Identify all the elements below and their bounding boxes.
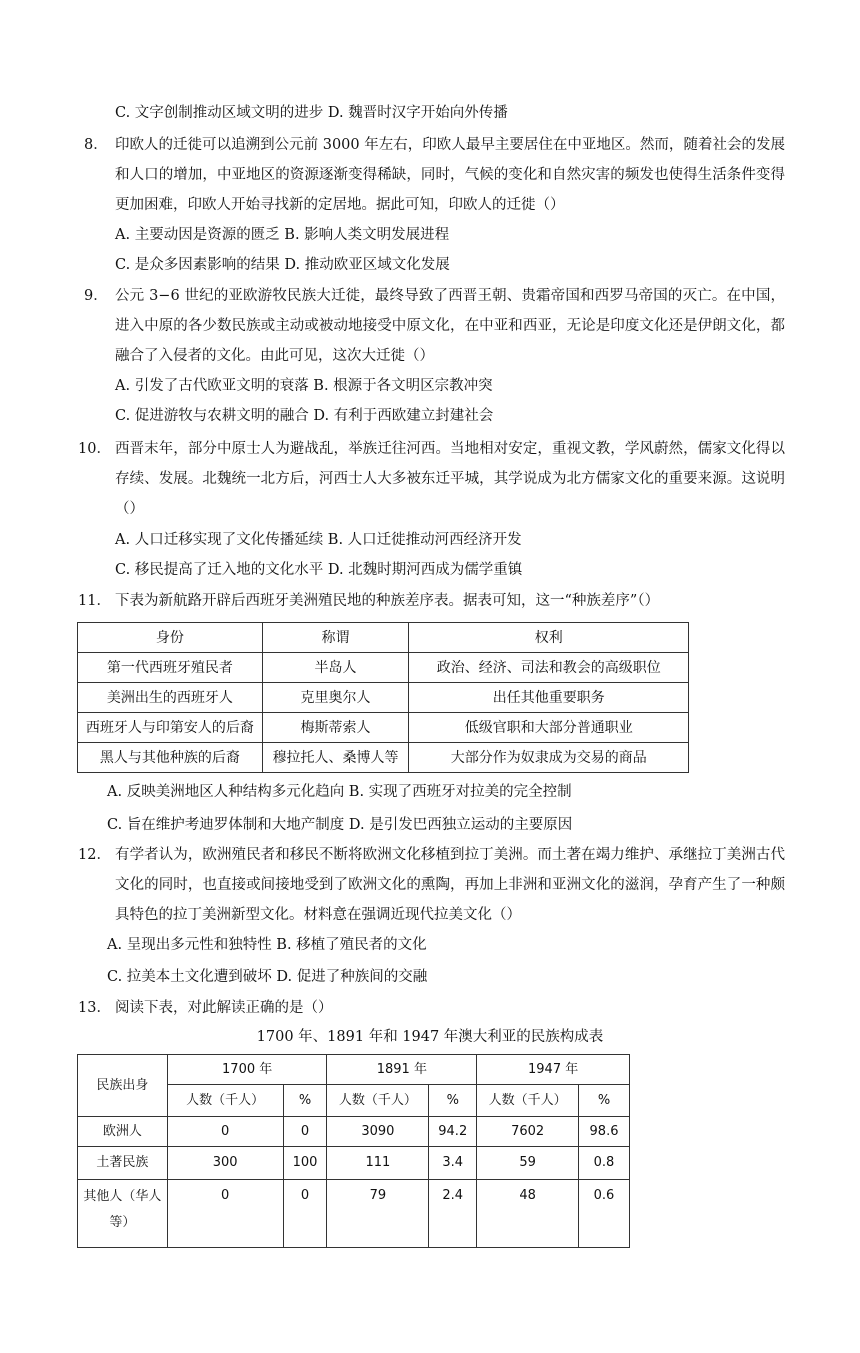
table-cell: 穆拉托人、桑博人等	[262, 743, 409, 773]
table-row	[78, 1180, 630, 1248]
table-cell: 第一代西班牙殖民者	[78, 653, 263, 683]
table-cell: 2.4	[429, 1180, 477, 1248]
q8-number: 8．	[84, 137, 108, 153]
q11-stem: 下表为新航路开辟后西班牙美洲殖民地的种族差序表。据表可知，这一“种族差序”（）	[115, 593, 660, 609]
table-row	[78, 683, 689, 713]
table-header-row	[78, 623, 689, 653]
table-cell: 7602	[477, 1117, 579, 1147]
table-cell: 59	[477, 1147, 579, 1180]
q9-stem: 公元 3−6 世纪的亚欧游牧民族大迁徙，最终导致了西晋王朝、贵霜帝国和西罗马帝国的灭亡。在中国，进入中原的各少数民族或主动或被动地接受中原文化，在中亚和西亚，无论是印度文化还是伊朗文化，都融合了入侵者的文化。由此可见，这次大迁徙（）	[115, 288, 785, 364]
table-cell: 低级官职和大部分普通职业	[409, 713, 689, 743]
q8-options-ab: A. 主要动因是资源的匮乏 B. 影响人类文明发展进程	[115, 227, 450, 243]
q7-options-cd: C. 文字创制推动区域文明的进步 D. 魏晋时汉字开始向外传播	[115, 105, 508, 121]
q10-options-cd: C. 移民提高了迁入地的文化水平 D. 北魏时期河西成为儒学重镇	[115, 562, 523, 578]
table-cell: 克里奥尔人	[262, 683, 409, 713]
table-cell: 美洲出生的西班牙人	[78, 683, 263, 713]
table-cell: 西班牙人与印第安人的后裔	[78, 713, 263, 743]
q10-stem: 西晋末年，部分中原士人为避战乱，举族迁往河西。当地相对安定，重视文教，学风蔚然，儒家文化得以存续、发展。北魏统一北方后，河西士人大多被东迁平城，其学说成为北方儒家文化的重要来源。这说明（）	[115, 441, 785, 517]
q11-number: 11．	[78, 593, 111, 609]
table-cell: 黑人与其他种族的后裔	[78, 743, 263, 773]
table-header: 权利	[409, 623, 689, 653]
q13-stem: 阅读下表，对此解读正确的是（）	[115, 1000, 333, 1016]
q9-options-cd: C. 促进游牧与农耕文明的融合 D. 有利于西欧建立封建社会	[115, 408, 494, 424]
table-header: 人数（千人）	[477, 1085, 579, 1117]
table-cell: 3.4	[429, 1147, 477, 1180]
q12-options-cd: C. 拉美本土文化遭到破坏 D. 促进了种族间的交融	[107, 969, 428, 985]
table-cell: 48	[477, 1180, 579, 1248]
table-header: 1947 年	[477, 1055, 630, 1085]
table-cell: 土著民族	[78, 1147, 168, 1180]
table-header: %	[283, 1085, 327, 1117]
table-cell: 大部分作为奴隶成为交易的商品	[409, 743, 689, 773]
table-cell: 0	[283, 1180, 327, 1248]
q8-stem: 印欧人的迁徙可以追溯到公元前 3000 年左右，印欧人最早主要居住在中亚地区。然而，随着社会的发展和人口的增加，中亚地区的资源逐渐变得稀缺，同时，气候的变化和自然灾害的频发也使得生活条件变得更加困难，印欧人开始寻找新的定居地。据此可知，印欧人的迁徙（）	[115, 137, 785, 213]
table-cell: 94.2	[429, 1117, 477, 1147]
table-header: 1700 年	[167, 1055, 327, 1085]
q12-options-ab: A. 呈现出多元性和独特性 B. 移植了殖民者的文化	[107, 937, 427, 953]
q11-options-ab: A. 反映美洲地区人种结构多元化趋向 B. 实现了西班牙对拉美的完全控制	[107, 784, 572, 800]
q10-number: 10．	[78, 441, 111, 457]
q12-stem: 有学者认为，欧洲殖民者和移民不断将欧洲文化移植到拉丁美洲。而土著在竭力维护、承继拉丁美洲古代文化的同时，也直接或间接地受到了欧洲文化的熏陶，再加上非洲和亚洲文化的滋润，孕育产生了一种颇具特色的拉丁美洲新型文化。材料意在强调近现代拉美文化（）	[115, 847, 785, 923]
table-cell: 3090	[327, 1117, 429, 1147]
table-cell: 300	[167, 1147, 283, 1180]
table-cell: 0	[283, 1117, 327, 1147]
table-cell: 其他人（华人等）	[78, 1180, 168, 1248]
table-cell: 111	[327, 1147, 429, 1180]
table-cell: 出任其他重要职务	[409, 683, 689, 713]
q9-options-ab: A. 引发了古代欧亚文明的衰落 B. 根源于各文明区宗教冲突	[115, 378, 493, 394]
q10-options-ab: A. 人口迁移实现了文化传播延续 B. 人口迁徙推动河西经济开发	[115, 532, 522, 548]
q13-table-title: 1700 年、1891 年和 1947 年澳大利亚的民族构成表	[256, 1029, 604, 1045]
table-header: 人数（千人）	[327, 1085, 429, 1117]
table-row	[78, 1147, 630, 1180]
table-header-row	[78, 1055, 630, 1085]
table-cell: 100	[283, 1147, 327, 1180]
table-cell: 梅斯蒂索人	[262, 713, 409, 743]
table-header: 人数（千人）	[167, 1085, 283, 1117]
table-row	[78, 743, 689, 773]
table-header: 1891 年	[327, 1055, 477, 1085]
table-cell: 0.8	[579, 1147, 630, 1180]
table-header: 称谓	[262, 623, 409, 653]
q9-number: 9．	[84, 288, 108, 304]
q11-options-cd: C. 旨在维护考迪罗体制和大地产制度 D. 是引发巴西独立运动的主要原因	[107, 817, 573, 833]
table-header: 身份	[78, 623, 263, 653]
race-hierarchy-table	[77, 622, 689, 773]
table-row	[78, 713, 689, 743]
table-cell: 79	[327, 1180, 429, 1248]
table-header: 民族出身	[78, 1055, 168, 1117]
table-cell: 政治、经济、司法和教会的高级职位	[409, 653, 689, 683]
table-cell: 0	[167, 1117, 283, 1147]
table-header: %	[429, 1085, 477, 1117]
table-cell: 98.6	[579, 1117, 630, 1147]
q12-number: 12．	[78, 847, 111, 863]
table-row	[78, 653, 689, 683]
table-cell: 欧洲人	[78, 1117, 168, 1147]
table-header: %	[579, 1085, 630, 1117]
q8-options-cd: C. 是众多因素影响的结果 D. 推动欧亚区域文化发展	[115, 257, 450, 273]
table-cell: 半岛人	[262, 653, 409, 683]
q13-number: 13．	[78, 1000, 111, 1016]
table-row	[78, 1117, 630, 1147]
table-cell: 0.6	[579, 1180, 630, 1248]
population-table	[77, 1054, 630, 1248]
table-cell: 0	[167, 1180, 283, 1248]
